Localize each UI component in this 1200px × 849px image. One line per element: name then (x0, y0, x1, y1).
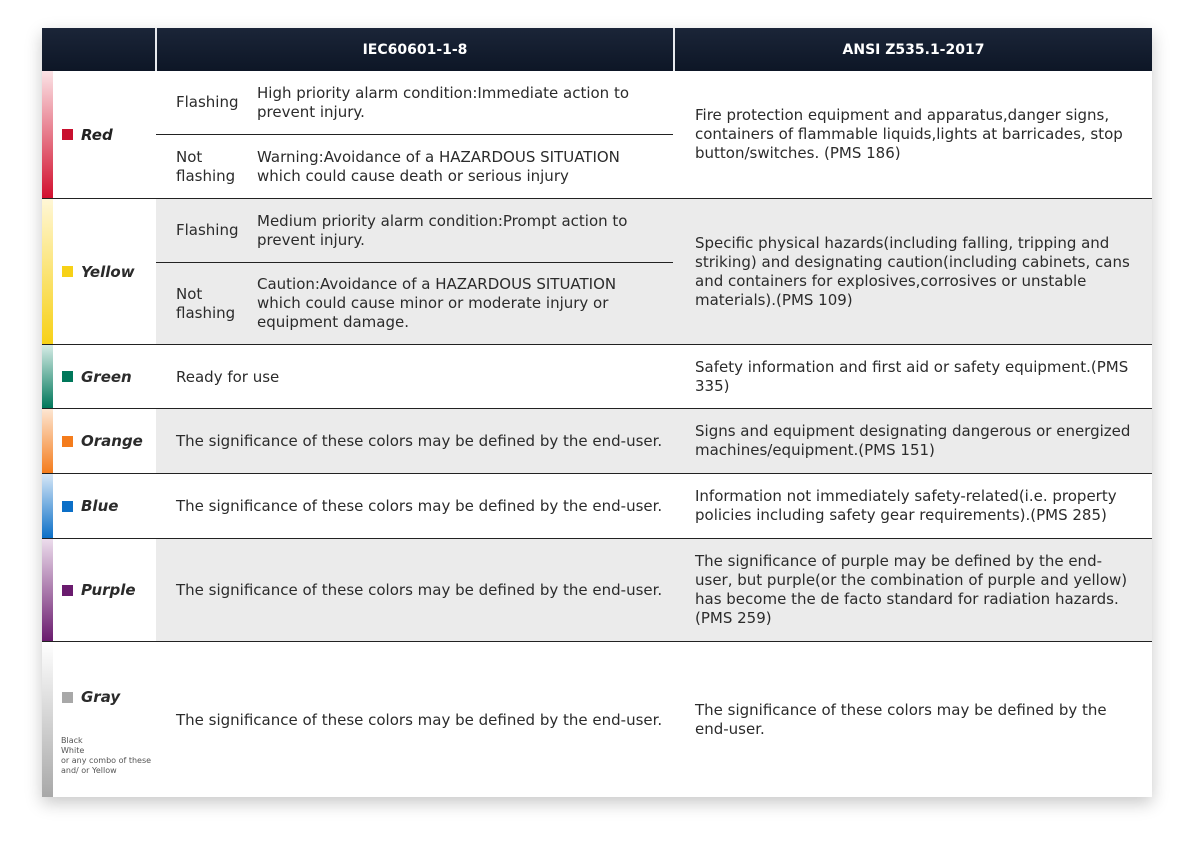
green-gradient-strip (42, 345, 53, 408)
state-description: Medium priority alarm condition:Prompt action to prevent injury. (257, 211, 628, 249)
blue-swatch-icon (62, 501, 73, 512)
yellow-swatch-icon (62, 266, 73, 277)
red-gradient-strip (42, 71, 53, 198)
color-label-blue: Blue (81, 497, 119, 515)
gray-note-line: and/ or Yellow (61, 766, 117, 775)
iec-subrow-yellow-flashing (156, 199, 673, 262)
header-blank-cell (42, 28, 157, 71)
header-ansi: ANSI Z535.1-2017 (842, 41, 985, 58)
yellow-gradient-strip (42, 199, 53, 344)
color-cell-purple (42, 539, 156, 641)
state-description: High priority alarm condition:Immediate action to prevent injury. (257, 83, 630, 121)
state-label: Flashing (176, 221, 239, 239)
iec-cell-orange: The significance of these colors may be defined by the end-user. (176, 432, 663, 450)
color-cell-orange (42, 409, 156, 473)
table-row-purple (42, 539, 1152, 642)
gray-gradient-strip (42, 642, 53, 797)
table-header (42, 28, 1152, 71)
ansi-cell-purple: The significance of purple may be defined by the end-user, but purple(or the combination of purple and yellow) has become the de facto standard for radiation hazards.(PMS 259) (695, 552, 1128, 627)
iec-cell-green: Ready for use (176, 367, 280, 386)
color-label-orange: Orange (81, 432, 143, 450)
color-label-red: Red (81, 125, 113, 144)
state-label: Not flashing (176, 147, 236, 185)
color-cell-red (42, 71, 156, 198)
iec-cell-red (156, 71, 673, 198)
color-label-green: Green (81, 367, 132, 386)
iec-subrow-red-flashing (156, 71, 673, 134)
color-name-yellow (62, 263, 156, 281)
state-description: Caution:Avoidance of a HAZARDOUS SITUATION which could cause minor or moderate injury or equipment damage. (257, 275, 617, 331)
color-cell-gray (42, 642, 156, 797)
color-name-purple (62, 581, 156, 599)
color-standards-table (42, 28, 1152, 797)
ansi-cell-orange: Signs and equipment designating dangerous or energized machines/equipment.(PMS 151) (695, 422, 1131, 459)
ansi-cell-red: Fire protection equipment and apparatus,danger signs, containers of flammable liquids,lights at barricades, stop button/switches. (PMS 186) (695, 106, 1123, 162)
purple-gradient-strip (42, 539, 53, 641)
color-label-gray: Gray (81, 688, 121, 706)
green-swatch-icon (62, 371, 73, 382)
orange-swatch-icon (62, 436, 73, 447)
table-row-yellow (42, 199, 1152, 345)
blue-gradient-strip (42, 474, 53, 538)
iec-cell-purple: The significance of these colors may be defined by the end-user. (176, 581, 663, 599)
iec-subrow-red-not-flashing (156, 134, 673, 198)
gray-note-line: or any combo of these (61, 756, 152, 765)
state-label: Not flashing (176, 284, 236, 322)
iec-cell-yellow (156, 199, 673, 344)
gray-note (61, 736, 156, 776)
red-swatch-icon (62, 129, 73, 140)
color-name-green (62, 368, 156, 386)
orange-gradient-strip (42, 409, 53, 473)
color-cell-yellow (42, 199, 156, 344)
gray-note-line: White (61, 746, 85, 755)
color-cell-blue (42, 474, 156, 538)
state-description: Warning:Avoidance of a HAZARDOUS SITUATION which could cause death or serious injury (257, 147, 620, 185)
color-label-yellow: Yellow (81, 262, 135, 281)
ansi-cell-green: Safety information and first aid or safety equipment.(PMS 335) (695, 357, 1129, 395)
purple-swatch-icon (62, 585, 73, 596)
color-name-gray (62, 688, 156, 706)
gray-note-line: Black (61, 736, 83, 745)
ansi-cell-gray: The significance of these colors may be defined by the end-user. (695, 700, 1107, 738)
iec-cell-gray: The significance of these colors may be defined by the end-user. (176, 710, 663, 729)
table-row-red (42, 71, 1152, 199)
table-row-green (42, 345, 1152, 409)
color-cell-green (42, 345, 156, 408)
state-label: Flashing (176, 93, 239, 111)
table-row-blue (42, 474, 1152, 539)
table-row-gray (42, 642, 1152, 797)
color-name-blue (62, 497, 156, 515)
gray-swatch-icon (62, 692, 73, 703)
ansi-cell-blue: Information not immediately safety-related(i.e. property policies including safety gear requirements).(PMS 285) (695, 487, 1117, 524)
color-name-orange (62, 432, 156, 450)
color-label-purple: Purple (81, 581, 136, 599)
ansi-cell-yellow: Specific physical hazards(including falling, tripping and striking) and designating caution(including cabinets, cans and containers for explosives,corrosives or unstable materials).(PMS 109) (695, 233, 1130, 309)
iec-subrow-yellow-not-flashing (156, 262, 673, 344)
iec-cell-blue: The significance of these colors may be defined by the end-user. (176, 497, 663, 515)
table-row-orange (42, 409, 1152, 474)
color-name-red (62, 126, 156, 144)
header-iec: IEC60601-1-8 (157, 28, 675, 71)
